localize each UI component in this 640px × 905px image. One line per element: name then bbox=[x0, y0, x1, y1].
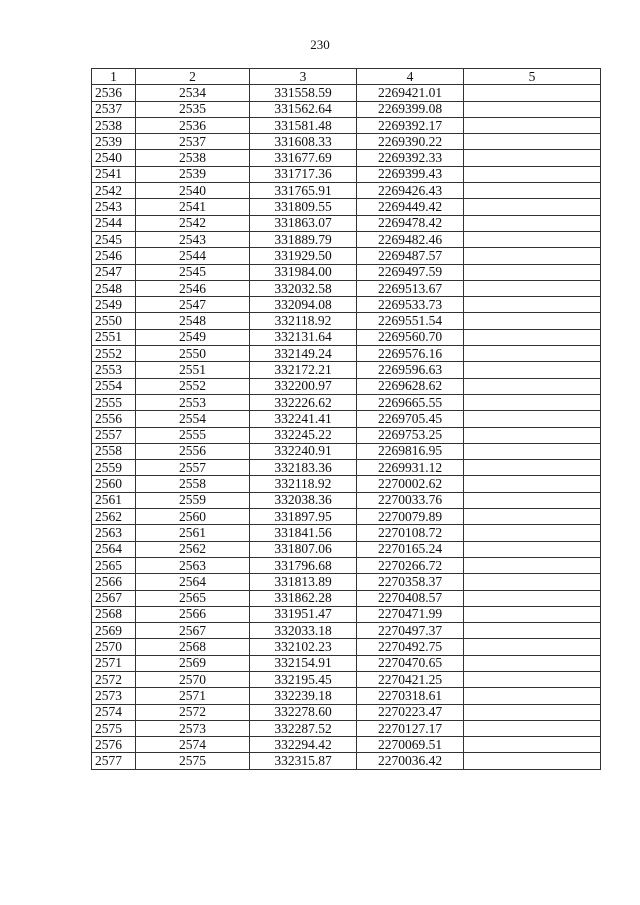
table-header-row bbox=[92, 69, 601, 85]
table-cell-col-4: 2270492.75 bbox=[357, 639, 464, 655]
table-row bbox=[92, 394, 601, 410]
table-cell-col-5 bbox=[464, 525, 601, 541]
table-cell-col-1: 2559 bbox=[92, 460, 136, 476]
table-cell-col-5 bbox=[464, 150, 601, 166]
table-cell-col-5 bbox=[464, 411, 601, 427]
table-row bbox=[92, 476, 601, 492]
table-cell-col-4: 2269533.73 bbox=[357, 297, 464, 313]
table-cell-col-1: 2537 bbox=[92, 101, 136, 117]
table-cell-col-5 bbox=[464, 509, 601, 525]
table-cell-col-1: 2575 bbox=[92, 720, 136, 736]
table-cell-col-1: 2571 bbox=[92, 655, 136, 671]
table-cell-col-4: 2269482.46 bbox=[357, 231, 464, 247]
table-cell-col-1: 2566 bbox=[92, 574, 136, 590]
table-cell-col-5 bbox=[464, 720, 601, 736]
table-row bbox=[92, 427, 601, 443]
table-row bbox=[92, 378, 601, 394]
table-cell-col-2: 2573 bbox=[136, 720, 250, 736]
table-cell-col-2: 2554 bbox=[136, 411, 250, 427]
table-cell-col-3: 332241.41 bbox=[250, 411, 357, 427]
table-cell-col-4: 2269399.43 bbox=[357, 166, 464, 182]
table-cell-col-5 bbox=[464, 280, 601, 296]
table-cell-col-5 bbox=[464, 557, 601, 573]
table-cell-col-2: 2572 bbox=[136, 704, 250, 720]
table-cell-col-4: 2269931.12 bbox=[357, 460, 464, 476]
table-row bbox=[92, 639, 601, 655]
table-cell-col-1: 2541 bbox=[92, 166, 136, 182]
table-cell-col-3: 332240.91 bbox=[250, 443, 357, 459]
column-header-3: 3 bbox=[250, 69, 357, 85]
table-cell-col-1: 2550 bbox=[92, 313, 136, 329]
table-cell-col-5 bbox=[464, 460, 601, 476]
table-cell-col-1: 2560 bbox=[92, 476, 136, 492]
table-cell-col-2: 2568 bbox=[136, 639, 250, 655]
table-cell-col-4: 2269478.42 bbox=[357, 215, 464, 231]
table-cell-col-4: 2269449.42 bbox=[357, 199, 464, 215]
table-cell-col-3: 331796.68 bbox=[250, 557, 357, 573]
table-cell-col-4: 2269421.01 bbox=[357, 85, 464, 101]
table-cell-col-2: 2544 bbox=[136, 248, 250, 264]
table-cell-col-1: 2572 bbox=[92, 671, 136, 687]
table-row bbox=[92, 704, 601, 720]
table-cell-col-5 bbox=[464, 574, 601, 590]
table-cell-col-3: 331889.79 bbox=[250, 231, 357, 247]
table-cell-col-2: 2540 bbox=[136, 183, 250, 199]
table-cell-col-1: 2544 bbox=[92, 215, 136, 231]
table-cell-col-2: 2557 bbox=[136, 460, 250, 476]
table-cell-col-3: 332118.92 bbox=[250, 476, 357, 492]
table-cell-col-2: 2553 bbox=[136, 394, 250, 410]
table-cell-col-3: 332038.36 bbox=[250, 492, 357, 508]
table-cell-col-2: 2574 bbox=[136, 737, 250, 753]
table-cell-col-1: 2558 bbox=[92, 443, 136, 459]
table-cell-col-4: 2270069.51 bbox=[357, 737, 464, 753]
table-row bbox=[92, 134, 601, 150]
table-cell-col-4: 2269576.16 bbox=[357, 346, 464, 362]
table-cell-col-3: 332183.36 bbox=[250, 460, 357, 476]
table-row bbox=[92, 150, 601, 166]
table-row bbox=[92, 85, 601, 101]
table-cell-col-3: 332278.60 bbox=[250, 704, 357, 720]
table-cell-col-5 bbox=[464, 199, 601, 215]
table-cell-col-2: 2552 bbox=[136, 378, 250, 394]
table-cell-col-5 bbox=[464, 231, 601, 247]
table-cell-col-4: 2269487.57 bbox=[357, 248, 464, 264]
table-cell-col-2: 2564 bbox=[136, 574, 250, 590]
table-cell-col-5 bbox=[464, 492, 601, 508]
table-cell-col-4: 2269390.22 bbox=[357, 134, 464, 150]
table-cell-col-3: 332287.52 bbox=[250, 720, 357, 736]
table-cell-col-3: 331929.50 bbox=[250, 248, 357, 264]
table-cell-col-4: 2269399.08 bbox=[357, 101, 464, 117]
table-row bbox=[92, 720, 601, 736]
table-cell-col-3: 332294.42 bbox=[250, 737, 357, 753]
coordinates-table bbox=[91, 68, 601, 770]
table-cell-col-4: 2270036.42 bbox=[357, 753, 464, 769]
table-cell-col-5 bbox=[464, 297, 601, 313]
table-row bbox=[92, 313, 601, 329]
table-cell-col-1: 2564 bbox=[92, 541, 136, 557]
table-cell-col-3: 331608.33 bbox=[250, 134, 357, 150]
table-cell-col-1: 2567 bbox=[92, 590, 136, 606]
table-cell-col-4: 2269596.63 bbox=[357, 362, 464, 378]
table-cell-col-5 bbox=[464, 362, 601, 378]
table-cell-col-1: 2568 bbox=[92, 606, 136, 622]
table-cell-col-2: 2543 bbox=[136, 231, 250, 247]
table-cell-col-2: 2545 bbox=[136, 264, 250, 280]
table-cell-col-5 bbox=[464, 655, 601, 671]
table-row bbox=[92, 525, 601, 541]
column-header-2: 2 bbox=[136, 69, 250, 85]
table-cell-col-3: 331813.89 bbox=[250, 574, 357, 590]
table-cell-col-2: 2541 bbox=[136, 199, 250, 215]
table-row bbox=[92, 215, 601, 231]
table-cell-col-3: 331807.06 bbox=[250, 541, 357, 557]
table-cell-col-4: 2269426.43 bbox=[357, 183, 464, 199]
column-header-5: 5 bbox=[464, 69, 601, 85]
table-cell-col-3: 332239.18 bbox=[250, 688, 357, 704]
table-cell-col-4: 2270127.17 bbox=[357, 720, 464, 736]
table-row bbox=[92, 346, 601, 362]
table-cell-col-1: 2539 bbox=[92, 134, 136, 150]
table-cell-col-5 bbox=[464, 378, 601, 394]
table-cell-col-2: 2558 bbox=[136, 476, 250, 492]
table-cell-col-4: 2270471.99 bbox=[357, 606, 464, 622]
table-cell-col-5 bbox=[464, 166, 601, 182]
table-row bbox=[92, 362, 601, 378]
table-cell-col-4: 2269560.70 bbox=[357, 329, 464, 345]
table-cell-col-4: 2270266.72 bbox=[357, 557, 464, 573]
table-cell-col-2: 2566 bbox=[136, 606, 250, 622]
table-cell-col-5 bbox=[464, 394, 601, 410]
table-cell-col-5 bbox=[464, 117, 601, 133]
table-cell-col-1: 2547 bbox=[92, 264, 136, 280]
table-cell-col-4: 2269551.54 bbox=[357, 313, 464, 329]
table-row bbox=[92, 166, 601, 182]
table-cell-col-1: 2561 bbox=[92, 492, 136, 508]
table-cell-col-4: 2269628.62 bbox=[357, 378, 464, 394]
table-cell-col-1: 2543 bbox=[92, 199, 136, 215]
table-row bbox=[92, 557, 601, 573]
table-cell-col-1: 2574 bbox=[92, 704, 136, 720]
table-cell-col-3: 331717.36 bbox=[250, 166, 357, 182]
table-cell-col-4: 2269497.59 bbox=[357, 264, 464, 280]
table-cell-col-2: 2534 bbox=[136, 85, 250, 101]
table-cell-col-3: 332149.24 bbox=[250, 346, 357, 362]
table-cell-col-5 bbox=[464, 737, 601, 753]
table-body bbox=[92, 85, 601, 769]
table-cell-col-5 bbox=[464, 639, 601, 655]
table-cell-col-5 bbox=[464, 264, 601, 280]
table-row bbox=[92, 117, 601, 133]
table-cell-col-5 bbox=[464, 590, 601, 606]
table-cell-col-5 bbox=[464, 606, 601, 622]
table-cell-col-1: 2556 bbox=[92, 411, 136, 427]
table-cell-col-1: 2565 bbox=[92, 557, 136, 573]
table-cell-col-2: 2571 bbox=[136, 688, 250, 704]
table-cell-col-1: 2545 bbox=[92, 231, 136, 247]
table-row bbox=[92, 411, 601, 427]
table-row bbox=[92, 492, 601, 508]
table-cell-col-4: 2270470.65 bbox=[357, 655, 464, 671]
table-cell-col-4: 2269665.55 bbox=[357, 394, 464, 410]
table-cell-col-1: 2552 bbox=[92, 346, 136, 362]
table-row bbox=[92, 509, 601, 525]
table-cell-col-5 bbox=[464, 134, 601, 150]
table-cell-col-2: 2537 bbox=[136, 134, 250, 150]
table-row bbox=[92, 655, 601, 671]
table-cell-col-1: 2538 bbox=[92, 117, 136, 133]
table-cell-col-4: 2269392.17 bbox=[357, 117, 464, 133]
table-cell-col-3: 332102.23 bbox=[250, 639, 357, 655]
table-cell-col-1: 2540 bbox=[92, 150, 136, 166]
table-cell-col-2: 2570 bbox=[136, 671, 250, 687]
table-cell-col-4: 2270079.89 bbox=[357, 509, 464, 525]
table-cell-col-2: 2546 bbox=[136, 280, 250, 296]
table-cell-col-1: 2546 bbox=[92, 248, 136, 264]
table-cell-col-3: 332032.58 bbox=[250, 280, 357, 296]
table-cell-col-5 bbox=[464, 427, 601, 443]
table-cell-col-3: 332195.45 bbox=[250, 671, 357, 687]
table-cell-col-4: 2270408.57 bbox=[357, 590, 464, 606]
table-cell-col-4: 2269753.25 bbox=[357, 427, 464, 443]
table-cell-col-4: 2270165.24 bbox=[357, 541, 464, 557]
table-cell-col-1: 2576 bbox=[92, 737, 136, 753]
table-row bbox=[92, 443, 601, 459]
table-cell-col-2: 2556 bbox=[136, 443, 250, 459]
table-cell-col-5 bbox=[464, 85, 601, 101]
table-cell-col-2: 2542 bbox=[136, 215, 250, 231]
table-cell-col-5 bbox=[464, 753, 601, 769]
table-cell-col-1: 2549 bbox=[92, 297, 136, 313]
table-cell-col-4: 2270497.37 bbox=[357, 623, 464, 639]
table-cell-col-4: 2270002.62 bbox=[357, 476, 464, 492]
table-cell-col-1: 2557 bbox=[92, 427, 136, 443]
table-cell-col-2: 2536 bbox=[136, 117, 250, 133]
table-row bbox=[92, 671, 601, 687]
table-cell-col-1: 2555 bbox=[92, 394, 136, 410]
table-cell-col-5 bbox=[464, 671, 601, 687]
table-row bbox=[92, 264, 601, 280]
table-cell-col-4: 2270223.47 bbox=[357, 704, 464, 720]
table-cell-col-4: 2270108.72 bbox=[357, 525, 464, 541]
table-cell-col-3: 331862.28 bbox=[250, 590, 357, 606]
table-cell-col-2: 2569 bbox=[136, 655, 250, 671]
table-cell-col-3: 332245.22 bbox=[250, 427, 357, 443]
table-row bbox=[92, 541, 601, 557]
table-cell-col-1: 2553 bbox=[92, 362, 136, 378]
table-cell-col-1: 2570 bbox=[92, 639, 136, 655]
table-cell-col-5 bbox=[464, 688, 601, 704]
table-row bbox=[92, 231, 601, 247]
table-cell-col-3: 332094.08 bbox=[250, 297, 357, 313]
table-cell-col-4: 2270358.37 bbox=[357, 574, 464, 590]
table-cell-col-3: 332226.62 bbox=[250, 394, 357, 410]
table-cell-col-5 bbox=[464, 346, 601, 362]
table-cell-col-5 bbox=[464, 248, 601, 264]
table-cell-col-3: 331863.07 bbox=[250, 215, 357, 231]
table-cell-col-5 bbox=[464, 313, 601, 329]
table-cell-col-2: 2548 bbox=[136, 313, 250, 329]
table-row bbox=[92, 737, 601, 753]
table-cell-col-2: 2550 bbox=[136, 346, 250, 362]
table-cell-col-2: 2551 bbox=[136, 362, 250, 378]
table-cell-col-1: 2577 bbox=[92, 753, 136, 769]
table-cell-col-3: 332118.92 bbox=[250, 313, 357, 329]
table-cell-col-3: 332131.64 bbox=[250, 329, 357, 345]
table-row bbox=[92, 248, 601, 264]
table-cell-col-2: 2575 bbox=[136, 753, 250, 769]
table-cell-col-3: 331809.55 bbox=[250, 199, 357, 215]
column-header-4: 4 bbox=[357, 69, 464, 85]
table-cell-col-1: 2563 bbox=[92, 525, 136, 541]
table-cell-col-2: 2567 bbox=[136, 623, 250, 639]
table-cell-col-5 bbox=[464, 541, 601, 557]
table-cell-col-3: 331677.69 bbox=[250, 150, 357, 166]
table-cell-col-5 bbox=[464, 704, 601, 720]
table-row bbox=[92, 183, 601, 199]
table-cell-col-5 bbox=[464, 623, 601, 639]
table-cell-col-3: 332315.87 bbox=[250, 753, 357, 769]
table-cell-col-1: 2573 bbox=[92, 688, 136, 704]
table-row bbox=[92, 623, 601, 639]
table-cell-col-2: 2535 bbox=[136, 101, 250, 117]
table-row bbox=[92, 101, 601, 117]
table-cell-col-3: 332172.21 bbox=[250, 362, 357, 378]
table-cell-col-3: 331558.59 bbox=[250, 85, 357, 101]
table-cell-col-4: 2269705.45 bbox=[357, 411, 464, 427]
table-cell-col-3: 332154.91 bbox=[250, 655, 357, 671]
table-cell-col-1: 2554 bbox=[92, 378, 136, 394]
table-cell-col-1: 2569 bbox=[92, 623, 136, 639]
table-cell-col-3: 331984.00 bbox=[250, 264, 357, 280]
table-cell-col-5 bbox=[464, 215, 601, 231]
table-cell-col-5 bbox=[464, 476, 601, 492]
table-cell-col-2: 2539 bbox=[136, 166, 250, 182]
table-cell-col-5 bbox=[464, 329, 601, 345]
table-row bbox=[92, 460, 601, 476]
table-cell-col-3: 331562.64 bbox=[250, 101, 357, 117]
table-row bbox=[92, 606, 601, 622]
table-cell-col-5 bbox=[464, 101, 601, 117]
table-cell-col-2: 2561 bbox=[136, 525, 250, 541]
table-cell-col-4: 2270318.61 bbox=[357, 688, 464, 704]
table-cell-col-4: 2270421.25 bbox=[357, 671, 464, 687]
table-cell-col-2: 2547 bbox=[136, 297, 250, 313]
table-cell-col-2: 2555 bbox=[136, 427, 250, 443]
table-cell-col-5 bbox=[464, 183, 601, 199]
table-cell-col-3: 332033.18 bbox=[250, 623, 357, 639]
table-cell-col-5 bbox=[464, 443, 601, 459]
table-cell-col-1: 2542 bbox=[92, 183, 136, 199]
table-cell-col-4: 2270033.76 bbox=[357, 492, 464, 508]
table-row bbox=[92, 590, 601, 606]
table-row bbox=[92, 574, 601, 590]
table-cell-col-4: 2269816.95 bbox=[357, 443, 464, 459]
table-row bbox=[92, 280, 601, 296]
table-row bbox=[92, 688, 601, 704]
table-cell-col-3: 331765.91 bbox=[250, 183, 357, 199]
table-cell-col-4: 2269392.33 bbox=[357, 150, 464, 166]
table-cell-col-2: 2538 bbox=[136, 150, 250, 166]
table-row bbox=[92, 753, 601, 769]
table-row bbox=[92, 329, 601, 345]
table-row bbox=[92, 199, 601, 215]
page-number: 230 bbox=[310, 37, 330, 52]
table-cell-col-3: 331951.47 bbox=[250, 606, 357, 622]
table-cell-col-2: 2560 bbox=[136, 509, 250, 525]
table-cell-col-1: 2562 bbox=[92, 509, 136, 525]
table-row bbox=[92, 297, 601, 313]
column-header-1: 1 bbox=[92, 69, 136, 85]
table-cell-col-4: 2269513.67 bbox=[357, 280, 464, 296]
table-cell-col-1: 2536 bbox=[92, 85, 136, 101]
table-cell-col-2: 2559 bbox=[136, 492, 250, 508]
table-cell-col-2: 2562 bbox=[136, 541, 250, 557]
table-cell-col-2: 2549 bbox=[136, 329, 250, 345]
table-cell-col-3: 331581.48 bbox=[250, 117, 357, 133]
table-cell-col-3: 332200.97 bbox=[250, 378, 357, 394]
table-cell-col-1: 2548 bbox=[92, 280, 136, 296]
table-cell-col-2: 2565 bbox=[136, 590, 250, 606]
table-cell-col-3: 331841.56 bbox=[250, 525, 357, 541]
table-cell-col-3: 331897.95 bbox=[250, 509, 357, 525]
table-cell-col-2: 2563 bbox=[136, 557, 250, 573]
table-cell-col-1: 2551 bbox=[92, 329, 136, 345]
